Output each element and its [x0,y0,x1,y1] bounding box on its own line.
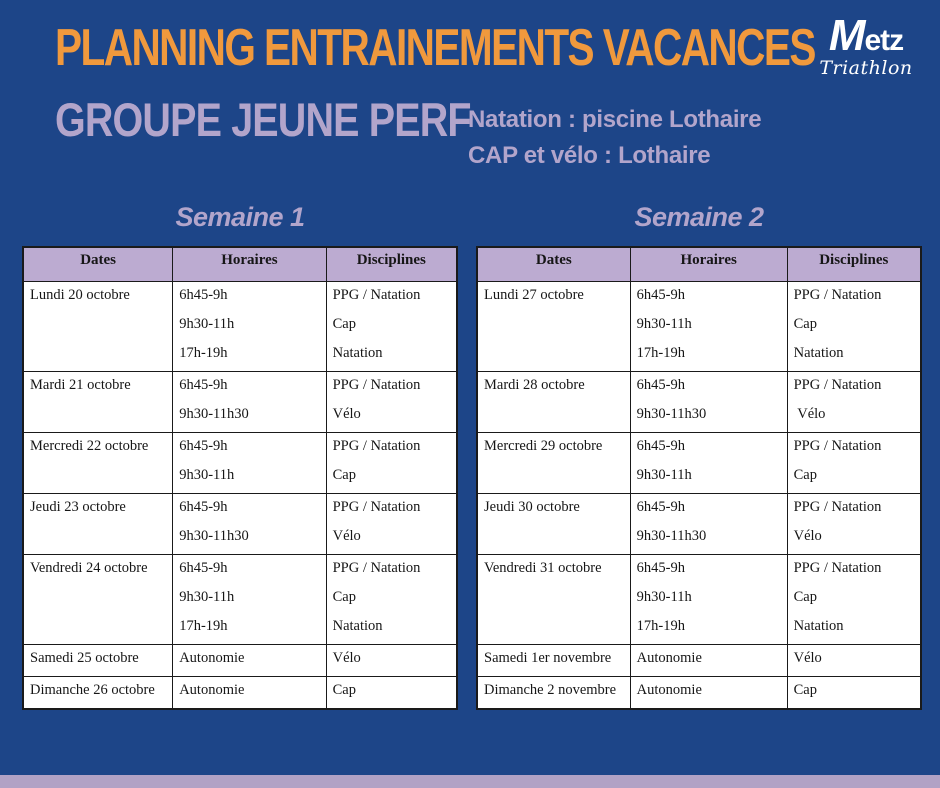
horaires-cell [630,372,787,433]
disciplines-cell [787,433,921,494]
table-row [23,645,457,677]
horaires-cell [630,282,787,372]
time-slot: 6h45-9h [179,560,228,576]
discipline: PPG / Natation [793,377,882,393]
table-row [477,282,921,372]
time-slot: 9h30-11h30 [179,406,249,422]
disciplines-cell [787,677,921,710]
week-2-section [476,202,922,710]
time-slot: 6h45-9h [636,499,685,515]
column-header: Disciplines [787,247,921,282]
week-1-section [22,202,458,710]
discipline: PPG / Natation [793,499,882,515]
table-body [477,282,921,710]
date-cell: Lundi 27 octobre [477,282,630,372]
time-slot: 9h30-11h30 [179,528,249,544]
discipline: PPG / Natation [793,438,882,454]
column-header: Dates [477,247,630,282]
time-slot: 6h45-9h [179,499,228,515]
time-slot: 17h-19h [636,345,685,361]
discipline: Vélo [793,406,826,422]
time-slot: 6h45-9h [179,377,228,393]
horaires-cell [173,433,326,494]
week-2-table [476,246,922,710]
week-1-title: Semaine 1 [175,202,305,232]
table-row [23,372,457,433]
table-row [23,282,457,372]
date-cell: Samedi 1er novembre [477,645,630,677]
discipline: Cap [332,316,356,332]
time-slot: 6h45-9h [179,438,228,454]
discipline: Natation [332,345,383,361]
table-head [23,247,457,282]
time-slot: 9h30-11h [179,467,235,483]
time-slot: Autonomie [636,682,702,698]
discipline: Vélo [793,650,822,666]
logo-m-glyph: M [828,11,865,60]
time-slot: 9h30-11h [636,467,692,483]
location-cap-velo: CAP et vélo : Lothaire [468,142,711,169]
horaires-cell [173,645,326,677]
discipline: PPG / Natation [793,560,882,576]
table-row [23,494,457,555]
table-row [23,677,457,710]
date-cell: Vendredi 24 octobre [23,555,173,645]
column-header: Disciplines [326,247,457,282]
discipline: Cap [793,682,817,698]
logo-etz-text: etz [864,24,904,57]
time-slot: 6h45-9h [636,377,685,393]
disciplines-cell [326,433,457,494]
header-row [477,247,921,282]
disciplines-cell [787,282,921,372]
discipline: Natation [332,618,383,634]
disciplines-cell [326,645,457,677]
time-slot: 17h-19h [179,618,228,634]
disciplines-cell [787,555,921,645]
time-slot: 6h45-9h [636,560,685,576]
time-slot: 9h30-11h [179,316,235,332]
table-row [477,433,921,494]
date-cell: Vendredi 31 octobre [477,555,630,645]
date-cell: Dimanche 26 octobre [23,677,173,710]
logo-metz-text [808,11,924,60]
disciplines-cell [326,372,457,433]
discipline: PPG / Natation [332,560,421,576]
horaires-cell [173,494,326,555]
disciplines-cell [326,677,457,710]
horaires-cell [173,282,326,372]
date-cell: Mardi 21 octobre [23,372,173,433]
time-slot: 17h-19h [636,618,685,634]
time-slot: Autonomie [179,650,245,666]
discipline: PPG / Natation [332,499,421,515]
metz-triathlon-logo [808,11,924,79]
disciplines-cell [326,555,457,645]
discipline: PPG / Natation [332,438,421,454]
time-slot: 6h45-9h [179,287,228,303]
discipline: PPG / Natation [793,287,882,303]
discipline: Natation [793,345,844,361]
horaires-cell [173,372,326,433]
time-slot: 9h30-11h [636,316,692,332]
discipline: Cap [793,589,817,605]
discipline: Cap [793,467,817,483]
time-slot: 9h30-11h30 [636,528,707,544]
column-header: Horaires [630,247,787,282]
location-natation: Natation : piscine Lothaire [468,106,762,133]
table-row [23,555,457,645]
discipline: Vélo [332,406,361,422]
time-slot: Autonomie [179,682,245,698]
discipline: PPG / Natation [332,377,421,393]
discipline: Cap [793,316,817,332]
week-1-table [22,246,458,710]
week-2-title: Semaine 2 [634,202,764,232]
date-cell: Lundi 20 octobre [23,282,173,372]
discipline: Vélo [793,528,822,544]
time-slot: 9h30-11h [179,589,235,605]
disciplines-cell [787,372,921,433]
time-slot: 17h-19h [179,345,228,361]
table-row [477,372,921,433]
disciplines-cell [326,494,457,555]
time-slot: 6h45-9h [636,438,685,454]
column-header: Horaires [173,247,326,282]
time-slot: 9h30-11h30 [636,406,707,422]
table-row [477,555,921,645]
discipline: Vélo [332,528,361,544]
table-body [23,282,457,710]
date-cell: Dimanche 2 novembre [477,677,630,710]
disciplines-cell [787,494,921,555]
horaires-cell [630,494,787,555]
page-title: PLANNING ENTRAINEMENTS VACANCES [55,19,815,77]
time-slot: 6h45-9h [636,287,685,303]
horaires-cell [173,677,326,710]
date-cell: Mardi 28 octobre [477,372,630,433]
date-cell: Jeudi 23 octobre [23,494,173,555]
date-cell: Samedi 25 octobre [23,645,173,677]
discipline: Cap [332,589,356,605]
date-cell: Mercredi 22 octobre [23,433,173,494]
horaires-cell [630,555,787,645]
disciplines-cell [326,282,457,372]
horaires-cell [173,555,326,645]
discipline: Cap [332,467,356,483]
column-header: Dates [23,247,173,282]
horaires-cell [630,677,787,710]
date-cell: Jeudi 30 octobre [477,494,630,555]
table-row [477,677,921,710]
locations-block [468,102,761,174]
date-cell: Mercredi 29 octobre [477,433,630,494]
horaires-cell [630,645,787,677]
discipline: Cap [332,682,356,698]
table-row [477,494,921,555]
discipline: PPG / Natation [332,287,421,303]
bottom-bar [0,775,940,788]
time-slot: 9h30-11h [636,589,692,605]
table-head [477,247,921,282]
table-row [477,645,921,677]
time-slot: Autonomie [636,650,702,666]
discipline: Natation [793,618,844,634]
table-row [23,433,457,494]
logo-triathlon-text: Triathlon [819,57,913,79]
discipline: Vélo [332,650,361,666]
horaires-cell [630,433,787,494]
group-title: GROUPE JEUNE PERF [55,93,471,146]
disciplines-cell [787,645,921,677]
header-row [23,247,457,282]
